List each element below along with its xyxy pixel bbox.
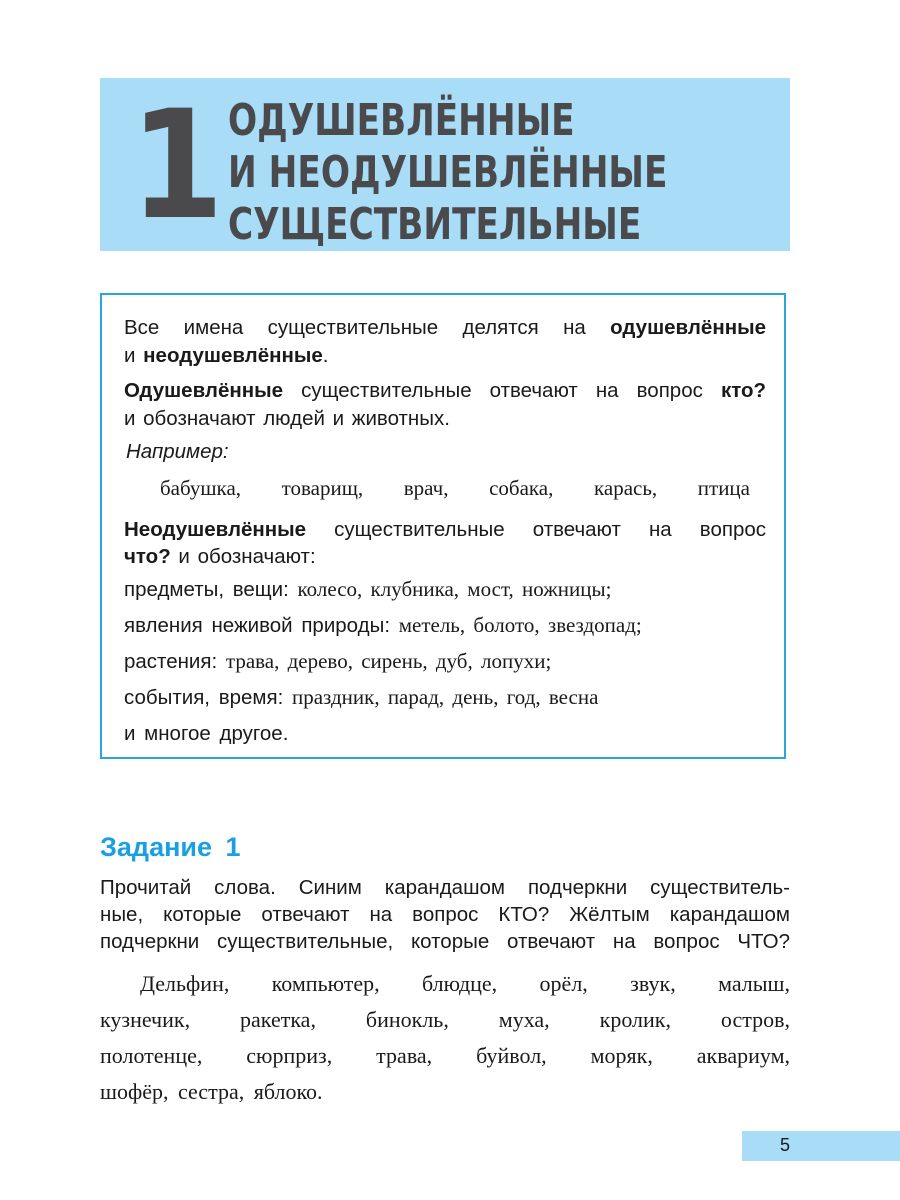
category-line (124, 719, 748, 748)
chapter-title (228, 95, 791, 251)
category-words: трава, дерево, сирень, дуб, лопухи; (225, 649, 552, 673)
rule-inanimate-line2 (124, 543, 766, 571)
category-label: события, время: (124, 686, 284, 709)
category-label: предметы, вещи: (124, 578, 289, 601)
task-word-line: Дельфин, компьютер, блюдце, орёл, звук, малыш, (140, 971, 790, 996)
task-word-list (100, 966, 790, 1110)
rule-intro-line2 (124, 342, 766, 370)
rule-intro-text: и (124, 344, 136, 367)
category-label: растения: (124, 650, 218, 673)
task-instruction-line: Прочитай слова. Синим карандашом подчеркни существитель- (100, 876, 790, 899)
category-words: колесо, клубника, мост, ножницы; (297, 577, 612, 601)
page-number: 5 (779, 1135, 790, 1155)
task-word-line: кузнечик, ракетка, бинокль, муха, кролик, остров, (100, 1007, 790, 1032)
rule-intro-text: Все имена существительные делятся на (124, 316, 586, 339)
task-instructions (100, 874, 790, 955)
category-line (124, 575, 748, 604)
rule-intro-end: . (322, 344, 329, 367)
task-word-line: полотенце, сюрприз, трава, буйвол, моряк, аквариум, (100, 1043, 790, 1068)
task-title: Задание 1 (100, 832, 241, 862)
example-label: Например: (126, 440, 229, 463)
chapter-title-line: СУЩЕСТВИТЕЛЬНЫЕ (228, 199, 642, 250)
rule-inanimate-line1 (124, 516, 766, 544)
rule-animate-text: существительные отвечают на вопрос (301, 379, 703, 402)
chapter-number: 1 (130, 79, 224, 253)
rule-animate-line2: и обозначают людей и животных. (124, 407, 450, 430)
chapter-header (100, 78, 790, 251)
category-line (124, 647, 748, 676)
chapter-title-line: ОДУШЕВЛЁННЫЕ (228, 95, 575, 146)
rule-animate-line1 (124, 377, 766, 405)
category-words: метель, болото, звездопад; (398, 613, 642, 637)
category-words: праздник, парад, день, год, весна (291, 685, 599, 709)
rule-intro-line1 (124, 314, 766, 342)
rule-animate-question: кто? (720, 379, 767, 402)
rule-inanimate-text: существительные отвечают на вопрос (334, 518, 766, 541)
task-instruction-line: подчеркни существительные, которые отвечают на вопрос ЧТО? (100, 930, 790, 953)
rule-inanimate-text: и обозначают: (178, 545, 316, 568)
rule-inanimate-question: что? (124, 545, 171, 568)
rule-animate-term: Одушевлённые (124, 379, 284, 402)
rule-term-inanimate: неодушевлённые (143, 344, 323, 367)
rule-inanimate-term: Неодушевлённые (124, 518, 307, 541)
category-label: и многое другое. (124, 722, 289, 745)
task-word-line: шофёр, сестра, яблоко. (100, 1079, 323, 1104)
chapter-title-line: И НЕОДУШЕВЛЁННЫЕ (228, 147, 668, 198)
category-line (124, 683, 748, 712)
rule-term-animate: одушевлённые (610, 316, 766, 339)
task-instruction-line: ные, которые отвечают на вопрос КТО? Жёлтым карандашом (100, 903, 790, 926)
example-words: бабушка, товарищ, врач, собака, карась, птица (160, 476, 750, 500)
category-line (124, 611, 748, 640)
category-label: явления неживой природы: (124, 614, 391, 637)
page-number-bar (742, 1131, 900, 1161)
